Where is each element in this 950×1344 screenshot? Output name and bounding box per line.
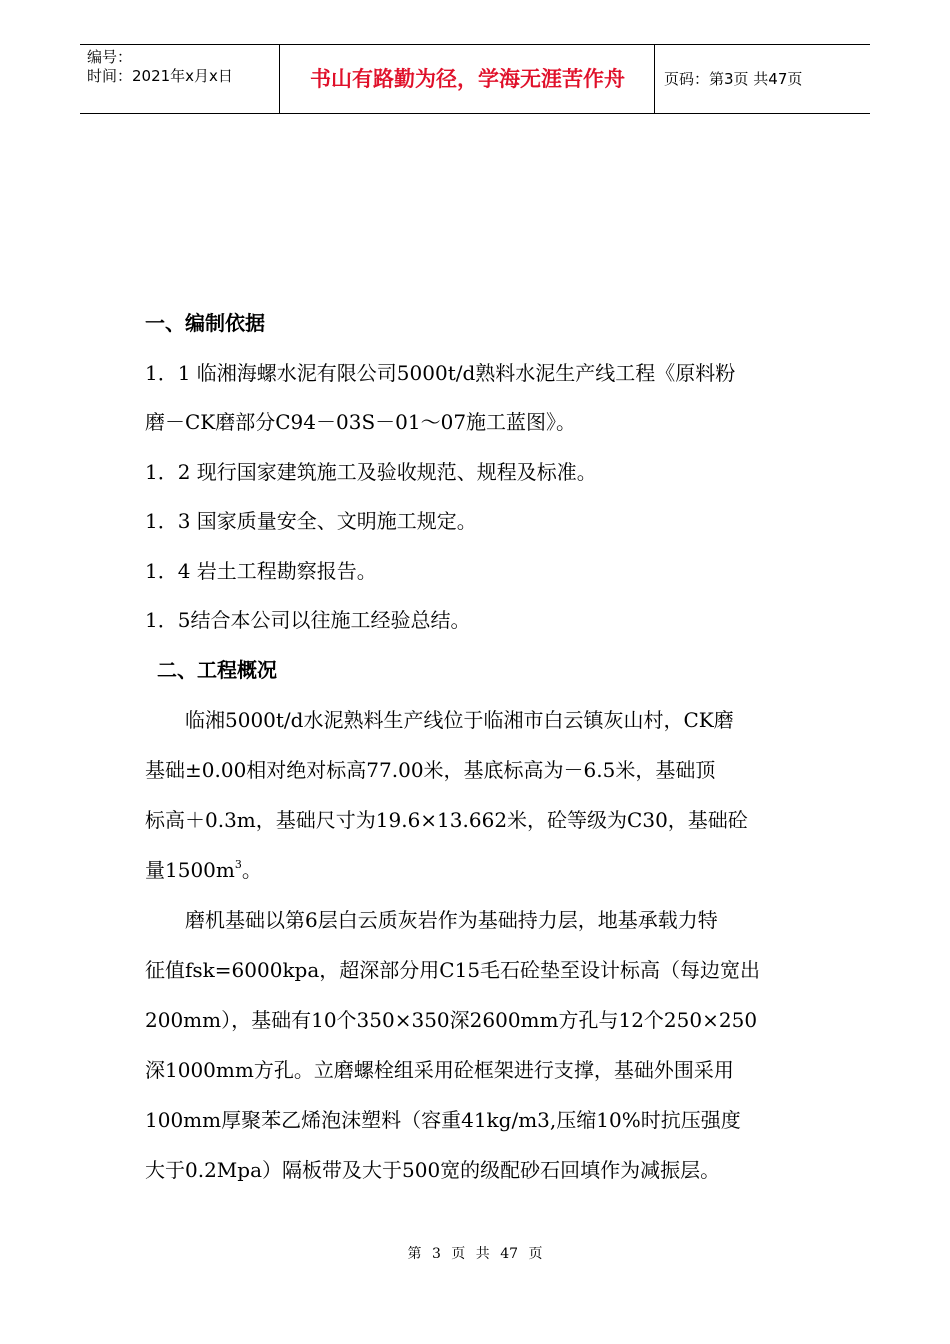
- document-time-label: 时间：2021年x月x日: [87, 67, 233, 85]
- overview-paragraph-line: 200mm），基础有10个350×350深2600mm方孔与12个250×250: [145, 1008, 758, 1032]
- overview-paragraph-line: 临湘5000t/d水泥熟料生产线位于临湘市白云镇灰山村，CK磨: [145, 708, 734, 732]
- basis-item: 1．4 岩土工程勘察报告。: [145, 559, 377, 583]
- superscript-cubic: 3: [234, 858, 242, 871]
- document-number-label: 编号：: [87, 48, 133, 66]
- sentence-end: 。: [241, 858, 262, 882]
- overview-paragraph-line: [145, 855, 262, 885]
- concrete-volume-text: 量1500m: [145, 858, 235, 882]
- page-header: [80, 44, 870, 114]
- overview-paragraph-line: 深1000mm方孔。立磨螺栓组采用砼框架进行支撑，基础外围采用: [145, 1058, 734, 1082]
- header-page-info: 页码：第3页 共47页: [664, 70, 803, 88]
- overview-paragraph-line: 标高＋0.3m，基础尺寸为19.6×13.662米，砼等级为C30，基础砼: [145, 808, 748, 832]
- basis-item: 1．3 国家质量安全、文明施工规定。: [145, 509, 477, 533]
- basis-item: 磨－CK磨部分C94－03S－01～07施工蓝图》。: [145, 410, 577, 434]
- header-motto: 书山有路勤为径，学海无涯苦作舟: [281, 45, 655, 113]
- basis-item: 1．5结合本公司以往施工经验总结。: [145, 608, 471, 632]
- section-heading-basis: 一、编制依据: [145, 311, 265, 335]
- section-heading-overview: 二、工程概况: [157, 658, 277, 682]
- page-footer: 第 3 页 共 47 页: [407, 1246, 543, 1262]
- overview-paragraph-line: 100mm厚聚苯乙烯泡沫塑料（容重41kg/m3,压缩10%时抗压强度: [145, 1108, 741, 1132]
- overview-paragraph-line: 基础±0.00相对绝对标高77.00米，基底标高为－6.5米，基础顶: [145, 758, 716, 782]
- header-meta: [80, 45, 280, 113]
- basis-item: 1．2 现行国家建筑施工及验收规范、规程及标准。: [145, 460, 597, 484]
- overview-paragraph-line: 磨机基础以第6层白云质灰岩作为基础持力层，地基承载力特: [145, 908, 718, 932]
- overview-paragraph-line: 征值fsk=6000kpa，超深部分用C15毛石砼垫至设计标高（每边宽出: [145, 958, 761, 982]
- basis-item: 1．1 临湘海螺水泥有限公司5000t/d熟料水泥生产线工程《原料粉: [145, 361, 736, 385]
- overview-paragraph-line: 大于0.2Mpa）隔板带及大于500宽的级配砂石回填作为减振层。: [145, 1158, 721, 1182]
